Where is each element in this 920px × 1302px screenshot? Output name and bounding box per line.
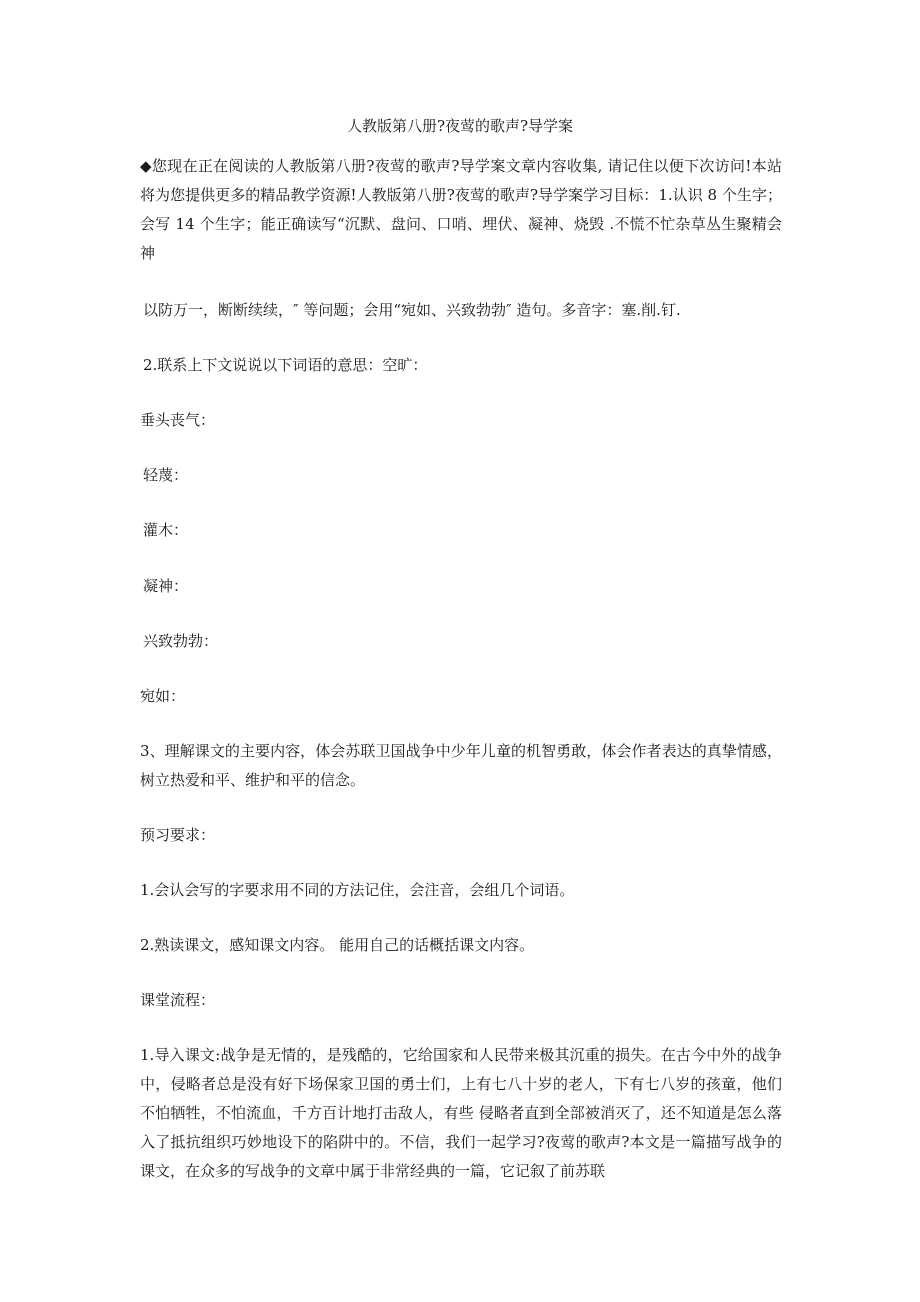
preparation-item-2: 2.熟读课文，感知课文内容。 能用自己的话概括课文内容。 — [140, 936, 535, 954]
item-2-vocabulary: 2.联系上下文说说以下词语的意思：空旷： — [143, 356, 428, 374]
vocab-word-xingzhibobo: 兴致勃勃： — [143, 632, 219, 650]
intro-paragraph: ◆您现在正在阅读的人教版第八册?夜莺的歌声?导学案文章内容收集, 请记住以便下次访问!本站将为您提供更多的精品教学资源!人教版第八册?夜莺的歌声?导学案学习目标：1.认识 8 个生字；会写 14 个生字；能正确读写“沉默、盘问、口哨、埋伏、凝神、烧毁 .不慌不忙杂草丛生聚精会神 — [140, 157, 782, 262]
preparation-heading: 预习要求： — [140, 826, 216, 844]
vocab-word-qingmie: 轻蔑： — [143, 466, 189, 484]
classroom-flow-item-1: 1.导入课文:战争是无情的，是残酷的，它给国家和人民带来极其沉重的损失。在古今中外的战争中，侵略者总是没有好下场保家卫国的勇士们，上有七八十岁的老人，下有七八岁的孩童，他们不怕牺牲，不怕流血，千方百计地打击敌人，有些 侵略者直到全部被消灭了，还不知道是怎么落入了抵抗组织巧妙地设下的陷阱中的。不信，我们一起学习?夜莺的歌声?本文是一篇描写战争的课文，在众多的写战争的文章中属于非常经典的一篇，它记叙了前苏联 — [140, 1046, 782, 1180]
vocab-word-ningshen: 凝神： — [143, 577, 189, 595]
preparation-item-1: 1.会认会写的字要求用不同的方法记住，会注音，会组几个词语。 — [140, 881, 575, 899]
vocab-word-guanmu: 灌木： — [143, 521, 189, 539]
item-3-understanding: 3、理解课文的主要内容，体会苏联卫国战争中少年儿童的机智勇敢，体会作者表达的真挚情感，树立热爱和平、维护和平的信念。 — [140, 742, 782, 789]
objectives-continued: 以防万一，断断续续，″ 等问题；会用“宛如、兴致勃勃″ 造句。多音字：塞.削.钉. — [143, 301, 681, 319]
classroom-flow-heading: 课堂流程： — [140, 991, 216, 1009]
document-title: 人教版第八册?夜莺的歌声?导学案 — [346, 117, 574, 135]
vocab-word-chuitousangqi: 垂头丧气： — [140, 411, 216, 429]
vocab-word-wanru: 宛如： — [140, 687, 186, 705]
